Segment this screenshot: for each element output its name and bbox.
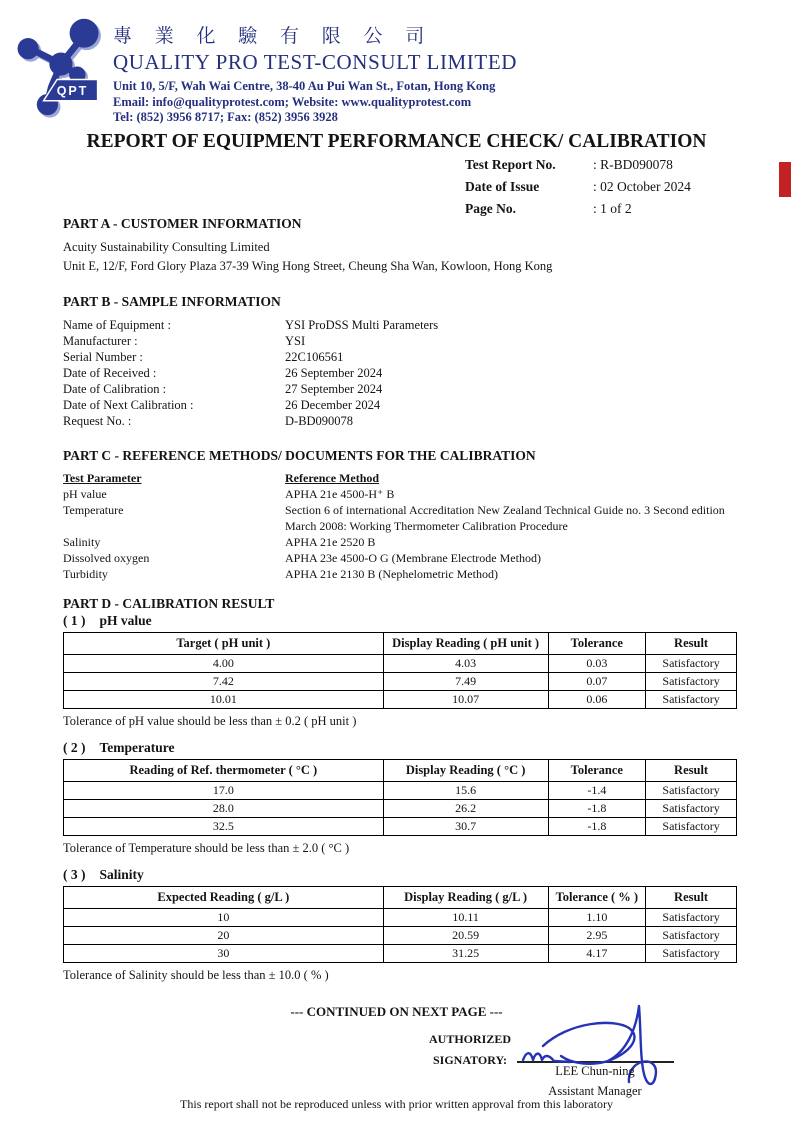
reference-row [63,566,739,582]
table-row [64,782,737,800]
table-cell: 10.01 [64,691,384,709]
subsection-title [63,740,739,756]
test-parameter-header: Test Parameter [63,471,142,485]
reference-method-list [63,470,739,582]
table-cell: 17.0 [64,782,384,800]
table-cell: 0.06 [548,691,646,709]
company-name-chinese: 專 業 化 驗 有 限 公 司 [113,26,434,47]
part-b-heading: PART B - SAMPLE INFORMATION [63,294,281,309]
reference-method: APHA 23e 4500-O G (Membrane Electrode Method) [285,551,541,565]
part-a-heading: PART A - CUSTOMER INFORMATION [63,216,302,231]
date-calibration-value: 27 September 2024 [285,382,383,396]
ph-calibration-table [63,632,737,709]
customer-name: Acuity Sustainability Consulting Limited [63,240,270,254]
table-header-cell: Tolerance ( % ) [548,887,646,909]
customer-address: Unit E, 12/F, Ford Glory Plaza 37-39 Wing Hong Street, Cheung Sha Wan, Kowloon, Hong Kong [63,259,553,273]
part-c-section [63,448,739,582]
table-cell: 4.03 [383,655,548,673]
table-cell: Satisfactory [646,673,737,691]
table-cell: 0.03 [548,655,646,673]
serial-number-value: 22C106561 [285,350,344,364]
table-header-cell: Display Reading ( g/L ) [383,887,548,909]
table-cell: Satisfactory [646,909,737,927]
reference-method: APHA 21e 4500-H⁺ B [285,487,395,501]
signatory-name: LEE Chun-ning [555,1064,635,1078]
equipment-name-label: Name of Equipment : [63,318,171,332]
table-row [64,927,737,945]
table-cell: 1.10 [548,909,646,927]
table-cell: 32.5 [64,818,384,836]
table-cell: Satisfactory [646,818,737,836]
table-row [64,909,737,927]
company-address-line3: Tel: (852) 3956 8717; Fax: (852) 3956 3928 [113,110,338,124]
sample-info-row [63,317,739,333]
authorized-label-line1: AUTHORIZED [428,1032,511,1046]
subsection-name: Salinity [99,867,144,882]
tolerance-note: Tolerance of Temperature should be less than ± 2.0 ( °C ) [63,841,350,855]
reference-row [63,486,739,502]
report-info-row [465,179,691,201]
table-cell: 30 [64,945,384,963]
table-cell: Satisfactory [646,782,737,800]
page-no-label: Page No. [465,201,516,216]
test-parameter: Temperature [63,503,124,517]
sample-info-row [63,365,739,381]
date-received-label: Date of Received : [63,366,157,380]
subsection-name: pH value [99,613,152,628]
sample-info-list [63,317,739,429]
table-header-row [64,633,737,655]
subsection-title [63,613,739,629]
sample-info-row [63,397,739,413]
reference-row [63,550,739,566]
table-header-cell: Display Reading ( °C ) [383,760,548,782]
temperature-calibration-table [63,759,737,836]
reference-row [63,502,739,534]
authorized-label-line2: SIGNATORY: [432,1053,508,1067]
table-cell: 28.0 [64,800,384,818]
table-header-cell: Result [646,887,737,909]
table-cell: -1.4 [548,782,646,800]
equipment-name-value: YSI ProDSS Multi Parameters [285,318,439,332]
subsection-name: Temperature [99,740,175,755]
table-header-cell: Tolerance [548,760,646,782]
sample-info-row [63,349,739,365]
table-row [64,800,737,818]
report-info-row [465,157,691,179]
company-address-line1: Unit 10, 5/F, Wah Wai Centre, 38-40 Au Pui Wan St., Fotan, Hong Kong [113,79,496,93]
test-parameter: Dissolved oxygen [63,551,150,565]
table-cell: Satisfactory [646,691,737,709]
table-row [64,818,737,836]
subsection-number: ( 2 ) [63,740,86,755]
request-no-label: Request No. : [63,414,132,428]
table-cell: Satisfactory [646,655,737,673]
date-received-value: 26 September 2024 [285,366,383,380]
table-cell: 4.00 [64,655,384,673]
date-calibration-label: Date of Calibration : [63,382,167,396]
test-parameter: pH value [63,487,107,501]
disclaimer-note: This report shall not be reproduced unless with prior written approval from this laboratory [180,1097,613,1111]
continued-on-next-page-note: --- CONTINUED ON NEXT PAGE --- [290,1004,503,1019]
table-header-row [64,760,737,782]
date-next-calibration-value: 26 December 2024 [285,398,381,412]
table-row [64,945,737,963]
qpt-molecule-logo-icon [8,12,110,120]
table-header-cell: Tolerance [548,633,646,655]
part-a-section [63,216,739,276]
reference-header-row [63,470,739,486]
table-header-cell: Expected Reading ( g/L ) [64,887,384,909]
reference-method-header: Reference Method [285,471,380,485]
table-cell: 0.07 [548,673,646,691]
reference-row [63,534,739,550]
sample-info-row [63,413,739,429]
table-cell: 30.7 [383,818,548,836]
table-cell: Satisfactory [646,945,737,963]
table-header-cell: Display Reading ( pH unit ) [383,633,548,655]
report-title: REPORT OF EQUIPMENT PERFORMANCE CHECK/ CALIBRATION [86,131,707,152]
part-b-section [63,294,739,429]
table-cell: Satisfactory [646,927,737,945]
table-cell: Satisfactory [646,800,737,818]
manufacturer-value: YSI [285,334,306,348]
company-address-line2: Email: info@qualityprotest.com; Website: www.qualityprotest.com [113,94,472,109]
date-next-calibration-label: Date of Next Calibration : [63,398,194,412]
table-cell: 15.6 [383,782,548,800]
subsection-number: ( 3 ) [63,867,86,882]
test-parameter: Turbidity [63,567,108,581]
table-cell: 7.49 [383,673,548,691]
table-cell: 31.25 [383,945,548,963]
test-parameter: Salinity [63,535,101,549]
table-header-cell: Target ( pH unit ) [64,633,384,655]
reference-method: Section 6 of international Accreditation New Zealand Technical Guide no. 3 Second edition March 2008: Working Thermometer Calibration Procedure [285,503,725,533]
salinity-section [63,867,739,983]
part-d-heading: PART D - CALIBRATION RESULT [63,596,275,611]
salinity-calibration-table [63,886,737,963]
part-c-heading: PART C - REFERENCE METHODS/ DOCUMENTS FOR THE CALIBRATION [63,448,536,463]
logo-qpt-text: QPT [56,83,89,98]
reference-method: APHA 21e 2520 B [285,535,376,549]
table-cell: -1.8 [548,800,646,818]
page-no-value: : 1 of 2 [593,201,632,216]
table-header-cell: Reading of Ref. thermometer ( °C ) [64,760,384,782]
tolerance-note: Tolerance of Salinity should be less than ± 10.0 ( % ) [63,968,329,982]
serial-number-label: Serial Number : [63,350,143,364]
sample-info-row [63,381,739,397]
company-address [113,79,517,126]
test-report-no-value: : R-BD090078 [593,157,673,172]
table-cell: 26.2 [383,800,548,818]
table-cell: 10.07 [383,691,548,709]
manufacturer-label: Manufacturer : [63,334,138,348]
company-name-english: QUALITY PRO TEST-CONSULT LIMITED [113,50,518,74]
table-cell: -1.8 [548,818,646,836]
subsection-number: ( 1 ) [63,613,86,628]
ph-value-section [63,613,739,729]
temperature-section [63,740,739,856]
table-header-row [64,887,737,909]
company-header [113,21,517,126]
table-cell: 10.11 [383,909,548,927]
date-of-issue-value: : 02 October 2024 [593,179,691,194]
table-row [64,691,737,709]
date-of-issue-label: Date of Issue [465,179,540,194]
table-cell: 20 [64,927,384,945]
table-cell: 7.42 [64,673,384,691]
red-stamp-mark [779,162,791,197]
table-header-cell: Result [646,633,737,655]
tolerance-note: Tolerance of pH value should be less than ± 0.2 ( pH unit ) [63,714,357,728]
table-cell: 4.17 [548,945,646,963]
table-cell: 20.59 [383,927,548,945]
table-cell: 2.95 [548,927,646,945]
subsection-title [63,867,739,883]
test-report-no-label: Test Report No. [465,157,556,172]
reference-method: APHA 21e 2130 B (Nephelometric Method) [285,567,498,581]
table-cell: 10 [64,909,384,927]
request-no-value: D-BD090078 [285,414,354,428]
table-row [64,655,737,673]
table-row [64,673,737,691]
sample-info-row [63,333,739,349]
table-header-cell: Result [646,760,737,782]
signatory-title: Assistant Manager [548,1084,642,1098]
report-info [465,157,691,223]
